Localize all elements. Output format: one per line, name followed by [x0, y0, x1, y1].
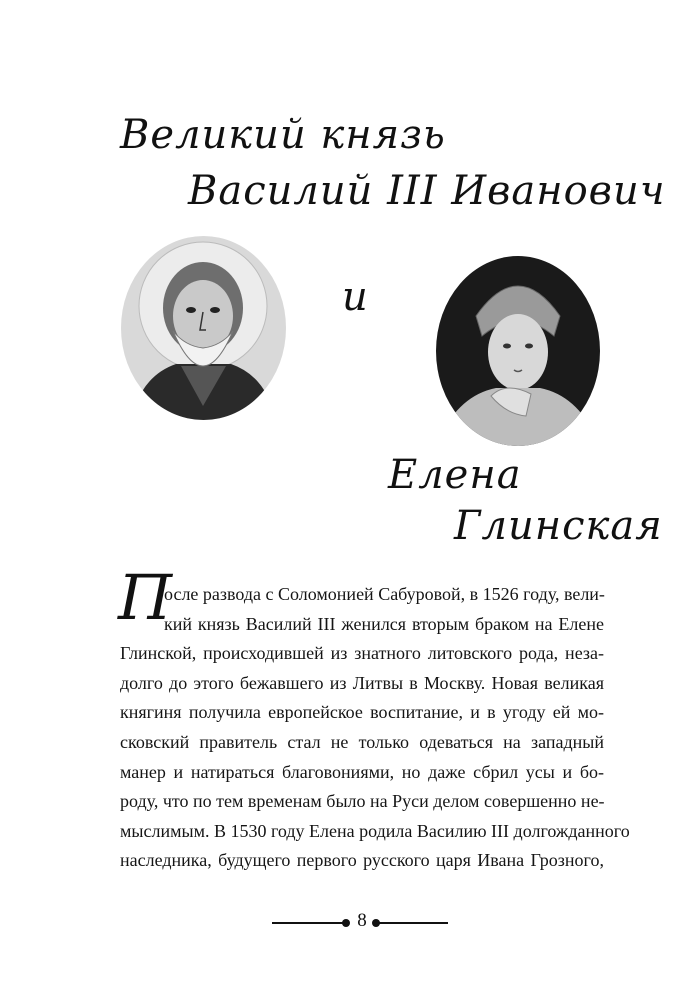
portrait-elena — [436, 256, 600, 446]
text-line: манер и натираться благовониями, но даже сбрил усы и бо- — [120, 761, 604, 782]
footer-dot-left — [342, 919, 350, 927]
text-line: кий князь Василий III женился вторым браком на Елене — [164, 613, 604, 634]
text-line: осле развода с Соломонией Сабуровой, в 1526 году, вели- — [164, 584, 605, 604]
heading-line-2: Василий III Иванович — [188, 168, 666, 214]
page-footer — [272, 910, 452, 934]
footer-rule-left — [272, 922, 344, 924]
heading-line-1: Великий князь — [120, 112, 446, 158]
heading-line-3: Елена — [388, 452, 522, 498]
footer-rule-right — [376, 922, 448, 924]
body-paragraph — [120, 580, 630, 876]
portrait-vasily — [121, 236, 286, 420]
heading-line-4: Глинская — [454, 503, 663, 549]
text-line: долго до этого бежавшего из Литвы в Москву. Новая великая — [120, 672, 604, 693]
text-line: роду, что по тем временам было на Руси делом совершенно не- — [120, 791, 605, 812]
page-number: 8 — [357, 910, 367, 931]
drop-cap: П — [118, 561, 173, 634]
text-line: княгиня получила европейское воспитание, и в угоду ей мо- — [120, 702, 604, 723]
text-line: наследника, будущего первого русского царя Ивана Грозного, — [120, 850, 604, 871]
text-line: сковский правитель стал не только одеваться на западный — [120, 731, 604, 752]
heading-conjunction: и — [342, 274, 369, 320]
text-line: мыслимым. В 1530 году Елена родила Василию III долгожданного — [120, 820, 630, 841]
text-line: Глинской, происходившей из знатного литовского рода, неза- — [120, 643, 604, 664]
